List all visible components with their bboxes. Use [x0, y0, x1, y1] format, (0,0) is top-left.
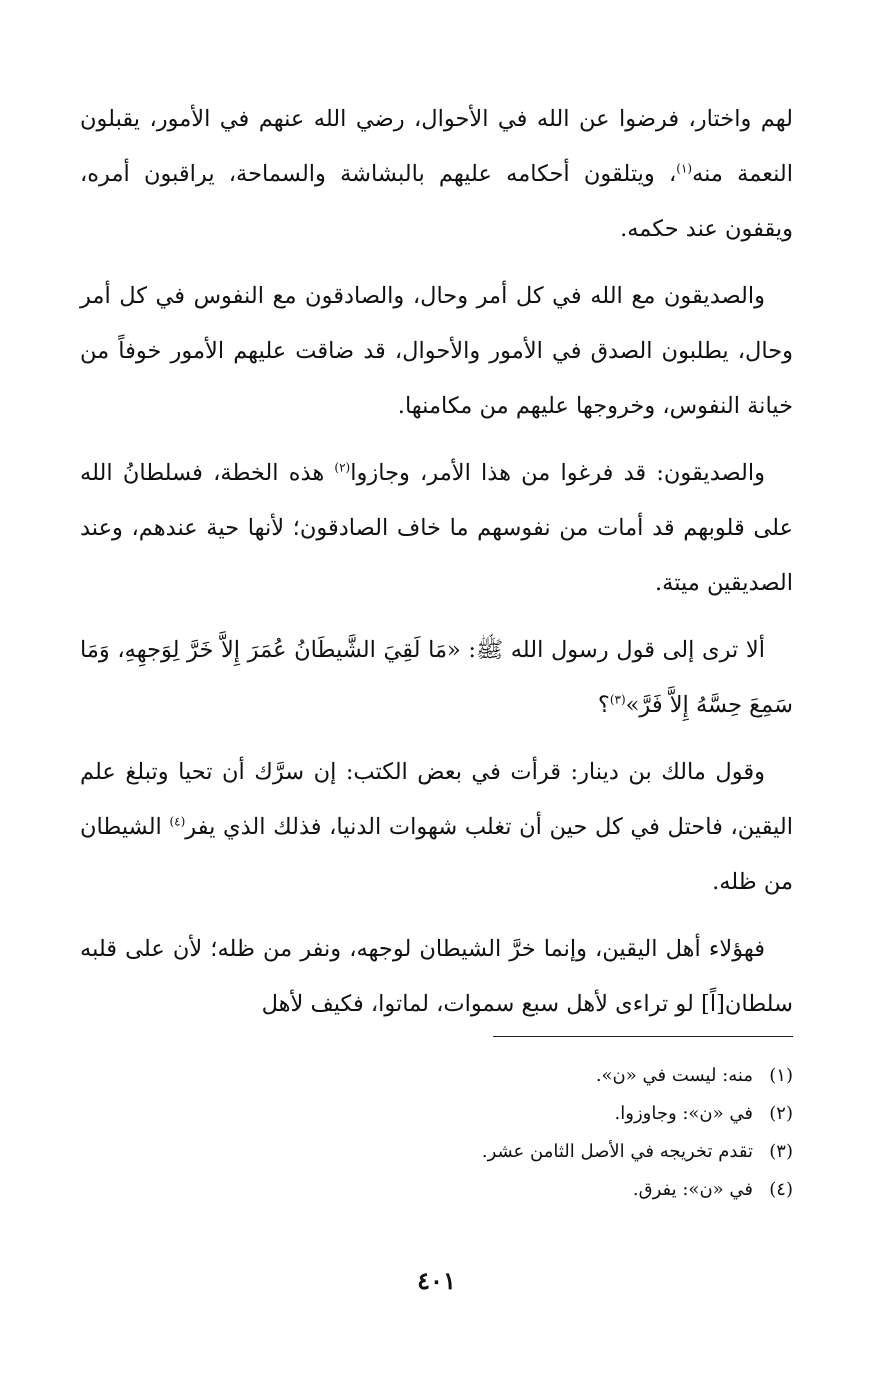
- footnote-ref-4[interactable]: (٤): [169, 814, 186, 829]
- paragraph-6: [80, 922, 793, 1032]
- paragraph-4-text-a: ألا ترى إلى قول رسول الله ﷺ: «مَا لَقِيَ الشَّيطَانُ عُمَرَ إِلاَّ خَرَّ لِوَجهِهِ، وَمَا سَمِعَ حِسَّهُ إِلاَّ فَرَّ»: [80, 637, 793, 718]
- paragraph-6-text: فهؤلاء أهل اليقين، وإنما خرَّ الشيطان لوجهه، ونفر من ظله؛ لأن على قلبه سلطان[اً] لو تراءى لأهل سبع سموات، لماتوا، فكيف لأهل: [80, 936, 793, 1017]
- footnote-2-number: (٢): [769, 1103, 793, 1124]
- footnote-2-text: في «ن»: وجاوزوا.: [614, 1103, 753, 1124]
- footnotes: [193, 1057, 793, 1209]
- page-number: ٤٠١: [417, 1266, 456, 1295]
- paragraph-5-text-a: وقول مالك بن دينار: قرأت في بعض الكتب: إن سرَّك أن تحيا وتبلغ علم اليقين، فاحتل في كل حين أن تغلب شهوات الدنيا، فذلك الذي يفر: [80, 759, 793, 840]
- paragraph-1-text-a: لهم واختار، فرضوا عن الله في الأحوال، رضي الله عنهم في الأمور، يقبلون النعمة منه: [80, 106, 794, 187]
- paragraph-1-text-b: ، ويتلقون أحكامه عليهم بالبشاشة والسماحة، يراقبون أمره، ويقفون عند حكمه.: [80, 161, 793, 242]
- footnote-ref-1[interactable]: (١): [676, 161, 693, 176]
- footnote-4-text: في «ن»: يفرق.: [632, 1179, 753, 1200]
- footnote-3-text: تقدم تخريجه في الأصل الثامن عشر.: [481, 1141, 753, 1162]
- paragraph-3-text-a: والصديقون: قد فرغوا من هذا الأمر، وجازوا: [350, 460, 765, 486]
- footnote-1: [193, 1057, 793, 1095]
- paragraph-4: [80, 623, 793, 733]
- footnote-1-number: (١): [769, 1065, 793, 1086]
- footnote-2: [193, 1095, 793, 1133]
- footnote-3: [193, 1133, 793, 1171]
- paragraph-2-text: والصديقون مع الله في كل أمر وحال، والصادقون مع النفوس في كل أمر وحال، يطلبون الصدق في الأمور والأحوال، قد ضاقت عليهم الأمور خوفاً من خيانة النفوس، وخروجها عليهم من مكامنها.: [80, 283, 793, 419]
- paragraph-5: [80, 745, 793, 910]
- footnote-3-number: (٣): [769, 1141, 793, 1162]
- footnote-ref-3[interactable]: (٣): [609, 692, 626, 707]
- paragraph-2: [80, 269, 793, 434]
- paragraph-4-text-b: ؟: [597, 692, 610, 718]
- paragraph-3-text-b: هذه الخطة، فسلطانُ الله على قلوبهم قد أمات من نفوسهم ما خاف الصادقون؛ لأنها حية عندهم، وعند الصديقين ميتة.: [80, 460, 793, 596]
- paragraph-3: [80, 446, 793, 611]
- footnote-separator: [493, 1036, 793, 1037]
- footnote-1-text: منه: ليست في «ن».: [595, 1065, 753, 1086]
- footnote-ref-2[interactable]: (٢): [334, 460, 351, 475]
- paragraph-5-text-b: الشيطان من ظله.: [80, 814, 793, 895]
- footnote-4-number: (٤): [769, 1179, 793, 1200]
- footnote-4: [193, 1171, 793, 1209]
- paragraph-1: [80, 92, 793, 257]
- main-text: [80, 92, 793, 1044]
